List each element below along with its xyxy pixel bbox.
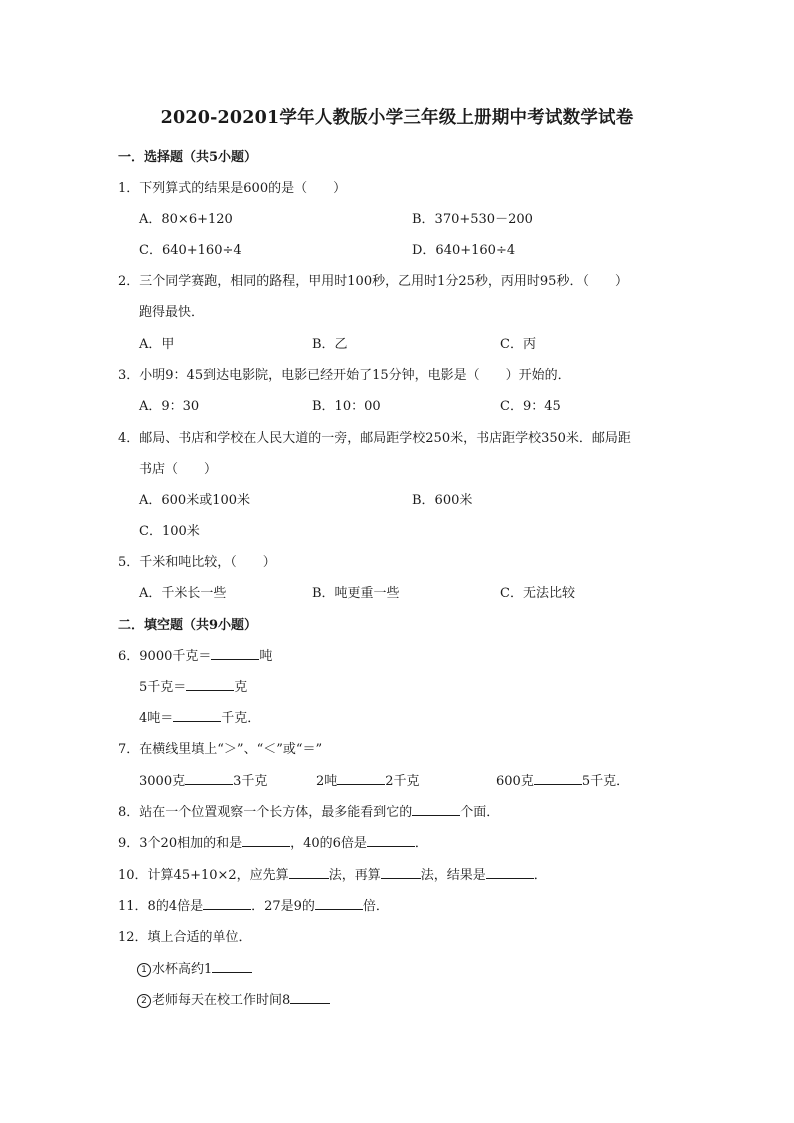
answer-blank[interactable] [289, 866, 329, 879]
question-10-text: 10．计算45+10×2，应先算 [118, 868, 289, 883]
answer-blank[interactable] [173, 709, 221, 722]
question-8-text: 8．站在一个位置观察一个长方体，最多能看到它的 [118, 805, 413, 820]
question-12-item-2 [137, 989, 330, 1008]
answer-blank[interactable] [315, 897, 363, 910]
answer-blank[interactable] [337, 772, 385, 785]
question-6-line-3-text: 4吨＝ [139, 711, 174, 726]
question-6-line-1-unit: 吨 [259, 649, 273, 664]
question-12-item-1-text: 水杯高约1 [152, 962, 213, 977]
pair-1-right: 3千克 [233, 774, 268, 789]
question-6-line-3-unit: 千克． [221, 711, 261, 726]
answer-blank[interactable] [185, 772, 233, 785]
answer-blank[interactable] [242, 834, 290, 847]
question-10-text-end: ． [533, 868, 547, 883]
question-6-line-1 [118, 645, 272, 664]
question-2-stem: 2．三个同学赛跑，相同的路程，甲用时100秒，乙用时1分25秒，丙用时95秒．（ ） [118, 274, 628, 289]
answer-blank[interactable] [412, 803, 460, 816]
question-6-line-2-text: 5千克＝ [139, 680, 187, 695]
question-9-text-end: ． [414, 836, 428, 851]
question-2-option-a[interactable]: A．甲 [139, 337, 175, 352]
question-3-option-b[interactable]: B．10：00 [312, 399, 381, 414]
question-12-item-1 [137, 958, 252, 977]
question-3-option-a[interactable]: A．9：30 [139, 399, 200, 414]
question-3-option-c[interactable]: C．9：45 [500, 399, 561, 414]
question-5-option-b[interactable]: B．吨更重一些 [312, 586, 400, 601]
question-6-line-2 [139, 676, 247, 695]
question-1-option-d[interactable]: D．640+160÷4 [412, 243, 516, 258]
question-7-pair-3 [496, 770, 629, 789]
question-8 [118, 801, 499, 820]
question-2-stem-continued: 跑得最快． [139, 305, 205, 320]
question-11-text-end: 倍． [362, 899, 389, 914]
question-10 [118, 864, 547, 883]
question-5-stem: 5．千米和吨比较，（ ） [118, 555, 276, 570]
exam-title: 2020-20201学年人教版小学三年级上册期中考试数学试卷 [160, 108, 634, 128]
question-4-option-c[interactable]: C．100米 [139, 524, 200, 539]
question-9-text-mid: ，40的6倍是 [290, 836, 367, 851]
question-4-stem: 4．邮局、书店和学校在人民大道的一旁，邮局距学校250米，书店距学校350米．邮局距 [118, 431, 631, 446]
question-4-stem-continued: 书店（ ） [139, 462, 218, 477]
answer-blank[interactable] [534, 772, 582, 785]
answer-blank[interactable] [211, 647, 259, 660]
question-11 [118, 895, 389, 914]
answer-blank[interactable] [212, 960, 252, 973]
question-1-option-b[interactable]: B．370+530－200 [412, 212, 533, 227]
question-8-text-end: 个面． [460, 805, 500, 820]
answer-blank[interactable] [290, 991, 330, 1004]
question-9-text: 9．3个20相加的和是 [118, 836, 243, 851]
question-7-stem: 7．在横线里填上“＞”、“＜”或“＝” [118, 742, 323, 757]
section-heading-fill-in: 二．填空题（共9小题） [118, 618, 258, 633]
question-2-option-b[interactable]: B．乙 [312, 337, 348, 352]
question-12-stem: 12．填上合适的单位． [118, 930, 252, 945]
question-1-option-c[interactable]: C．640+160÷4 [139, 243, 242, 258]
pair-2-left: 2吨 [316, 774, 338, 789]
answer-blank[interactable] [367, 834, 415, 847]
circled-number-1: 1 [137, 963, 151, 977]
question-9 [118, 832, 428, 851]
question-12-item-2-text: 老师每天在校工作时间8 [152, 993, 291, 1008]
question-2-option-c[interactable]: C．丙 [500, 337, 536, 352]
pair-1-left: 3000克 [139, 774, 186, 789]
question-5-option-a[interactable]: A．千米长一些 [139, 586, 227, 601]
question-7-pair-2 [316, 770, 420, 789]
pair-3-right: 5千克． [581, 774, 630, 789]
question-6-line-1-text: 6．9000千克＝ [118, 649, 212, 664]
answer-blank[interactable] [486, 866, 534, 879]
question-6-line-2-unit: 克 [234, 680, 248, 695]
question-10-text-mid-2: 法，结果是 [420, 868, 486, 883]
question-4-option-a[interactable]: A．600米或100米 [139, 493, 251, 508]
question-1-option-a[interactable]: A．80×6+120 [139, 212, 233, 227]
question-5-option-c[interactable]: C．无法比较 [500, 586, 575, 601]
question-7-pair-1 [139, 770, 267, 789]
question-4-option-b[interactable]: B．600米 [412, 493, 473, 508]
answer-blank[interactable] [381, 866, 421, 879]
answer-blank[interactable] [203, 897, 251, 910]
question-1-stem: 1．下列算式的结果是600的是（ ） [118, 181, 347, 196]
question-6-line-3 [139, 707, 260, 726]
pair-2-right: 2千克 [385, 774, 420, 789]
question-11-text: 11．8的4倍是 [118, 899, 204, 914]
pair-3-left: 600克 [496, 774, 534, 789]
question-10-text-mid: 法，再算 [328, 868, 381, 883]
question-3-stem: 3．小明9：45到达电影院，电影已经开始了15分钟，电影是（ ）开始的． [118, 368, 571, 383]
answer-blank[interactable] [186, 678, 234, 691]
circled-number-2: 2 [137, 994, 151, 1008]
section-heading-choice: 一．选择题（共5小题） [118, 150, 258, 165]
question-11-text-mid: ．27是9的 [251, 899, 315, 914]
